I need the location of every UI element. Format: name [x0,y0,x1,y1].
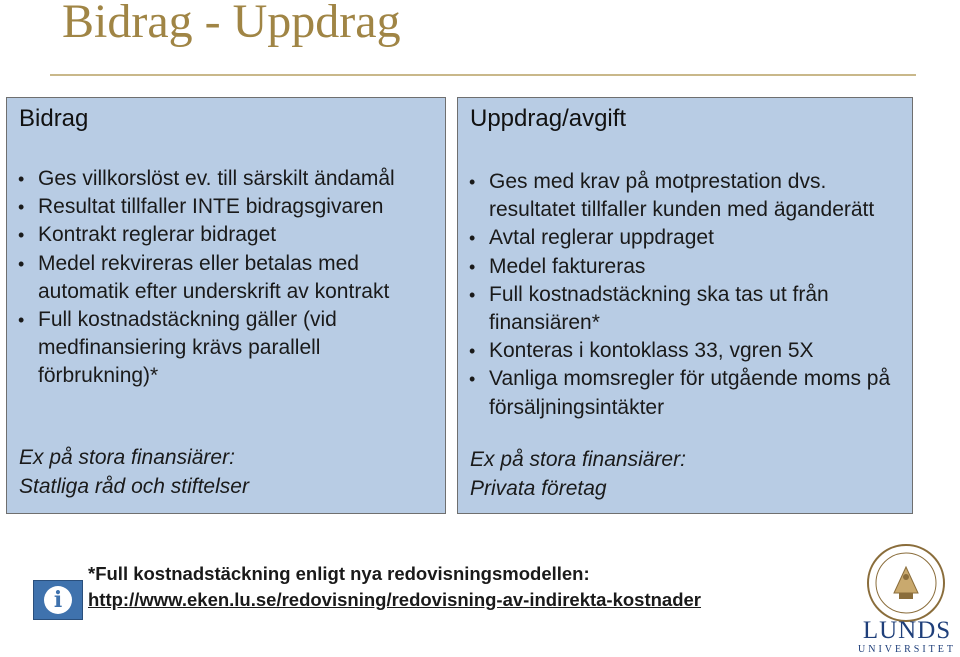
examples-label: Ex på stora finansiärer: [470,448,686,471]
uppdrag-examples [470,446,686,503]
examples-label: Ex på stora finansiärer: [19,446,235,469]
bidrag-panel [6,97,446,514]
bullet-item: • Full kostnadstäckning ska tas ut från finansiären* [468,281,908,337]
title-divider [50,74,916,76]
bullet-item: • Medel faktureras [468,253,908,281]
logo-line-2: UNIVERSITET [858,644,956,655]
info-icon [33,580,83,620]
bullet-item: • Resultat tillfaller INTE bidragsgivaren [17,193,442,221]
info-glyph: i [44,586,72,614]
bidrag-examples [19,444,249,501]
footnote-link[interactable]: http://www.eken.lu.se/redovisning/redovisning-av-indirekta-kostnader [88,589,702,610]
university-seal-icon [866,543,946,623]
bullet-item: • Ges villkorslöst ev. till särskilt ändamål [17,165,442,193]
uppdrag-bullet-list [468,168,908,422]
uppdrag-heading: Uppdrag/avgift [470,105,627,132]
bullet-item: • Avtal reglerar uppdraget [468,224,908,252]
bullet-item: • Ges med krav på motprestation dvs. resultatet tillfaller kunden med äganderätt [468,168,908,224]
logo-line-1: LUNDS [862,617,952,644]
bullet-item: • Medel rekvireras eller betalas med automatik efter underskrift av kontrakt [17,250,442,306]
examples-value: Privata företag [470,476,607,500]
bullet-item: • Konteras i kontoklass 33, vgren 5X [468,337,908,365]
footnote-text: *Full kostnadstäckning enligt nya redovisningsmodellen: [88,563,590,584]
bullet-item: • Kontrakt reglerar bidraget [17,221,442,249]
uppdrag-panel [457,97,913,514]
footnote [88,561,701,613]
bullet-item: • Full kostnadstäckning gäller (vid medfinansiering krävs parallell förbrukning)* [17,306,442,391]
bidrag-bullet-list [17,165,442,391]
page-title: Bidrag - Uppdrag [62,0,401,48]
lund-university-logo [858,618,956,656]
bidrag-heading: Bidrag [19,105,89,132]
examples-value: Statliga råd och stiftelser [19,474,249,498]
bullet-item: • Vanliga momsregler för utgående moms på försäljningsintäkter [468,365,908,421]
